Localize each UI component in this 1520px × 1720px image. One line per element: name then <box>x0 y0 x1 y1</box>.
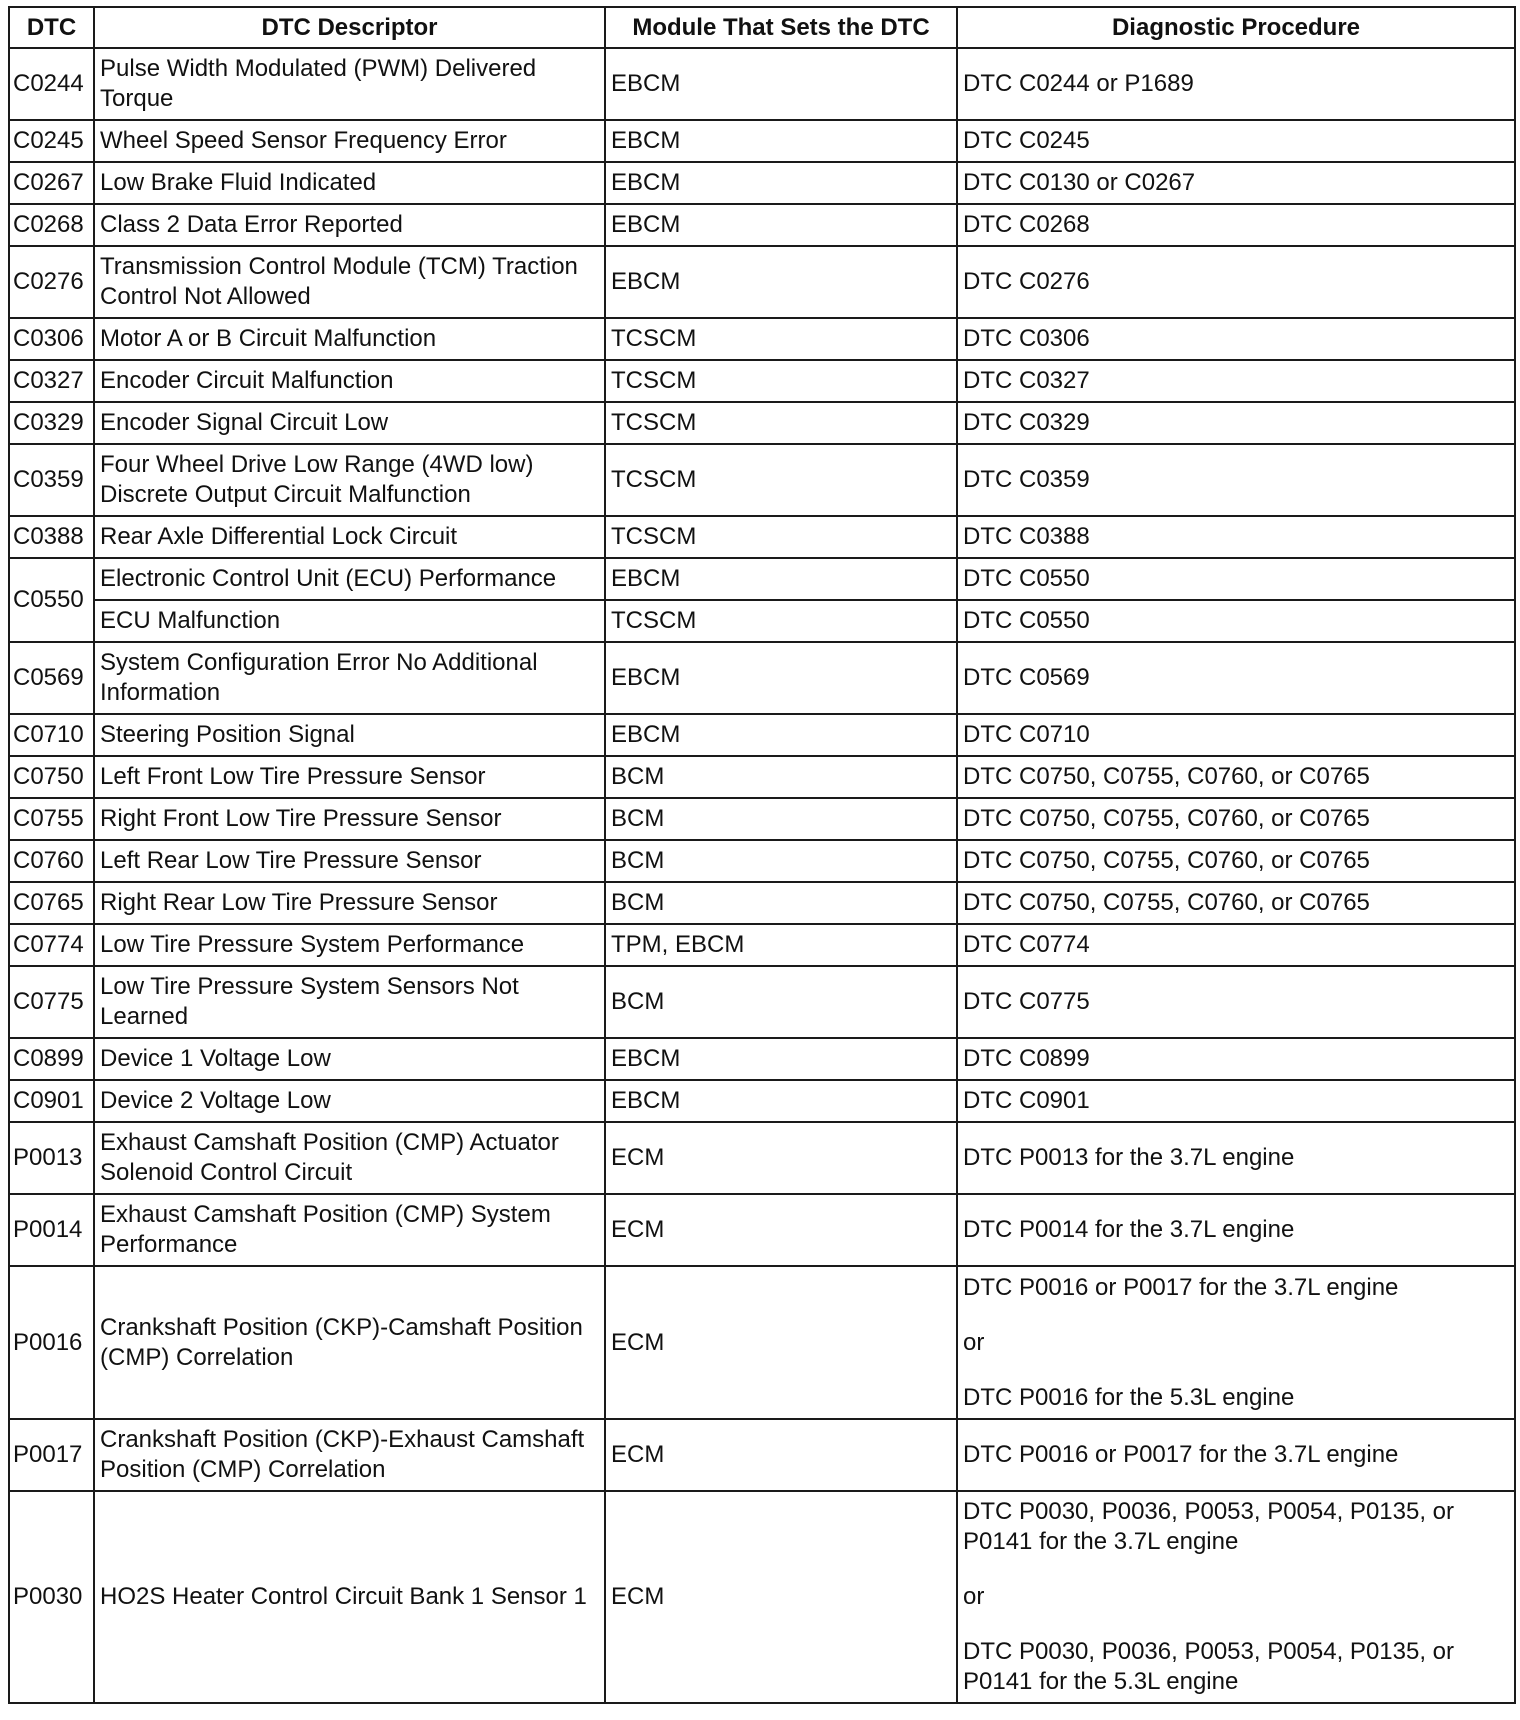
dtc-descriptor: Right Front Low Tire Pressure Sensor <box>94 798 605 840</box>
dtc-module: TCSCM <box>605 444 957 516</box>
dtc-module: ECM <box>605 1194 957 1266</box>
dtc-code: C0267 <box>9 162 94 204</box>
header-descriptor: DTC Descriptor <box>94 7 605 48</box>
dtc-code: P0014 <box>9 1194 94 1266</box>
table-row <box>9 882 1515 924</box>
dtc-procedure: DTC C0276 <box>957 246 1515 318</box>
table-row <box>9 642 1515 714</box>
dtc-module: ECM <box>605 1491 957 1703</box>
table-row <box>9 1122 1515 1194</box>
dtc-procedure: DTC P0014 for the 3.7L engine <box>957 1194 1515 1266</box>
dtc-procedure: DTC C0130 or C0267 <box>957 162 1515 204</box>
dtc-module: BCM <box>605 882 957 924</box>
table-row <box>9 444 1515 516</box>
dtc-descriptor: Four Wheel Drive Low Range (4WD low) Discrete Output Circuit Malfunction <box>94 444 605 516</box>
header-dtc: DTC <box>9 7 94 48</box>
dtc-descriptor: Exhaust Camshaft Position (CMP) Actuator Solenoid Control Circuit <box>94 1122 605 1194</box>
dtc-module: BCM <box>605 966 957 1038</box>
dtc-descriptor: Exhaust Camshaft Position (CMP) System Performance <box>94 1194 605 1266</box>
dtc-code: C0899 <box>9 1038 94 1080</box>
dtc-code: P0016 <box>9 1266 94 1419</box>
dtc-descriptor: Rear Axle Differential Lock Circuit <box>94 516 605 558</box>
dtc-procedure: DTC C0750, C0755, C0760, or C0765 <box>957 882 1515 924</box>
dtc-module: TCSCM <box>605 318 957 360</box>
table-row <box>9 1491 1515 1703</box>
dtc-procedure: DTC C0775 <box>957 966 1515 1038</box>
dtc-module: EBCM <box>605 204 957 246</box>
table-row <box>9 600 1515 642</box>
table-row <box>9 162 1515 204</box>
table-row <box>9 756 1515 798</box>
dtc-procedure: DTC C0750, C0755, C0760, or C0765 <box>957 840 1515 882</box>
dtc-code: C0276 <box>9 246 94 318</box>
dtc-module: TCSCM <box>605 360 957 402</box>
dtc-code: P0013 <box>9 1122 94 1194</box>
dtc-procedure <box>957 1491 1515 1703</box>
dtc-module: EBCM <box>605 162 957 204</box>
dtc-procedure: DTC C0359 <box>957 444 1515 516</box>
dtc-code: C0750 <box>9 756 94 798</box>
dtc-descriptor: Low Tire Pressure System Sensors Not Learned <box>94 966 605 1038</box>
dtc-procedure: DTC C0329 <box>957 402 1515 444</box>
dtc-code: C0244 <box>9 48 94 120</box>
table-row <box>9 246 1515 318</box>
table-header-row <box>9 7 1515 48</box>
dtc-descriptor: ECU Malfunction <box>94 600 605 642</box>
dtc-procedure: DTC C0569 <box>957 642 1515 714</box>
table-row <box>9 516 1515 558</box>
dtc-table <box>8 6 1516 1704</box>
dtc-descriptor: Encoder Signal Circuit Low <box>94 402 605 444</box>
dtc-module: ECM <box>605 1419 957 1491</box>
dtc-code: C0901 <box>9 1080 94 1122</box>
dtc-code: C0755 <box>9 798 94 840</box>
table-row <box>9 1038 1515 1080</box>
dtc-module: ECM <box>605 1266 957 1419</box>
dtc-code: P0030 <box>9 1491 94 1703</box>
dtc-procedure: DTC C0710 <box>957 714 1515 756</box>
dtc-procedure: DTC C0774 <box>957 924 1515 966</box>
dtc-code: C0327 <box>9 360 94 402</box>
dtc-descriptor: Right Rear Low Tire Pressure Sensor <box>94 882 605 924</box>
table-row <box>9 840 1515 882</box>
dtc-code: C0569 <box>9 642 94 714</box>
dtc-code: C0760 <box>9 840 94 882</box>
dtc-procedure: DTC C0899 <box>957 1038 1515 1080</box>
procedure-option-secondary: DTC P0030, P0036, P0053, P0054, P0135, or P0141 for the 5.3L engine <box>963 1638 1455 1695</box>
dtc-procedure: DTC C0327 <box>957 360 1515 402</box>
line-gap <box>963 1303 1509 1328</box>
line-gap <box>963 1557 1509 1582</box>
dtc-module: TPM, EBCM <box>605 924 957 966</box>
dtc-descriptor: Pulse Width Modulated (PWM) Delivered Torque <box>94 48 605 120</box>
table-row <box>9 360 1515 402</box>
dtc-procedure: DTC C0750, C0755, C0760, or C0765 <box>957 798 1515 840</box>
dtc-code: C0329 <box>9 402 94 444</box>
dtc-code: C0359 <box>9 444 94 516</box>
table-row <box>9 204 1515 246</box>
dtc-procedure <box>957 1266 1515 1419</box>
dtc-code: C0710 <box>9 714 94 756</box>
dtc-procedure: DTC C0245 <box>957 120 1515 162</box>
dtc-code: C0245 <box>9 120 94 162</box>
dtc-procedure: DTC C0388 <box>957 516 1515 558</box>
dtc-module: ECM <box>605 1122 957 1194</box>
dtc-procedure: DTC C0550 <box>957 600 1515 642</box>
dtc-descriptor: Crankshaft Position (CKP)-Camshaft Position (CMP) Correlation <box>94 1266 605 1419</box>
dtc-module: EBCM <box>605 120 957 162</box>
dtc-module: EBCM <box>605 246 957 318</box>
dtc-descriptor: System Configuration Error No Additional Information <box>94 642 605 714</box>
table-row <box>9 1080 1515 1122</box>
dtc-descriptor: Steering Position Signal <box>94 714 605 756</box>
table-row <box>9 966 1515 1038</box>
dtc-descriptor: Device 2 Voltage Low <box>94 1080 605 1122</box>
dtc-descriptor: Left Rear Low Tire Pressure Sensor <box>94 840 605 882</box>
dtc-module: BCM <box>605 756 957 798</box>
dtc-module: BCM <box>605 798 957 840</box>
dtc-module: EBCM <box>605 714 957 756</box>
table-row <box>9 120 1515 162</box>
line-gap <box>963 1358 1509 1383</box>
table-row <box>9 1194 1515 1266</box>
dtc-code: C0550 <box>9 558 94 642</box>
table-row <box>9 924 1515 966</box>
line-gap <box>963 1612 1509 1637</box>
dtc-module: EBCM <box>605 48 957 120</box>
dtc-procedure: DTC C0306 <box>957 318 1515 360</box>
dtc-descriptor: HO2S Heater Control Circuit Bank 1 Sensor 1 <box>94 1491 605 1703</box>
dtc-descriptor: Crankshaft Position (CKP)-Exhaust Camshaft Position (CMP) Correlation <box>94 1419 605 1491</box>
dtc-descriptor: Wheel Speed Sensor Frequency Error <box>94 120 605 162</box>
dtc-code: C0774 <box>9 924 94 966</box>
dtc-procedure: DTC C0901 <box>957 1080 1515 1122</box>
dtc-module: EBCM <box>605 1038 957 1080</box>
procedure-option-secondary: DTC P0016 for the 5.3L engine <box>963 1383 1295 1411</box>
dtc-module: TCSCM <box>605 516 957 558</box>
dtc-descriptor: Encoder Circuit Malfunction <box>94 360 605 402</box>
dtc-code: C0388 <box>9 516 94 558</box>
dtc-module: BCM <box>605 840 957 882</box>
header-procedure: Diagnostic Procedure <box>957 7 1515 48</box>
dtc-code: C0775 <box>9 966 94 1038</box>
dtc-module: TCSCM <box>605 600 957 642</box>
dtc-code: C0268 <box>9 204 94 246</box>
dtc-descriptor: Electronic Control Unit (ECU) Performance <box>94 558 605 600</box>
dtc-procedure: DTC C0268 <box>957 204 1515 246</box>
procedure-option-primary: DTC P0016 or P0017 for the 3.7L engine <box>963 1273 1399 1301</box>
dtc-descriptor: Left Front Low Tire Pressure Sensor <box>94 756 605 798</box>
dtc-procedure: DTC C0550 <box>957 558 1515 600</box>
dtc-module: EBCM <box>605 642 957 714</box>
dtc-procedure: DTC C0244 or P1689 <box>957 48 1515 120</box>
dtc-code: C0765 <box>9 882 94 924</box>
dtc-descriptor: Motor A or B Circuit Malfunction <box>94 318 605 360</box>
dtc-procedure: DTC P0016 or P0017 for the 3.7L engine <box>957 1419 1515 1491</box>
table-row <box>9 714 1515 756</box>
procedure-option-primary: DTC P0030, P0036, P0053, P0054, P0135, or P0141 for the 3.7L engine <box>963 1498 1455 1555</box>
table-row <box>9 1266 1515 1419</box>
dtc-module: EBCM <box>605 1080 957 1122</box>
procedure-or: or <box>963 1328 985 1356</box>
dtc-procedure: DTC C0750, C0755, C0760, or C0765 <box>957 756 1515 798</box>
table-row <box>9 402 1515 444</box>
header-module: Module That Sets the DTC <box>605 7 957 48</box>
dtc-module: EBCM <box>605 558 957 600</box>
procedure-or: or <box>963 1583 985 1610</box>
table-row <box>9 558 1515 600</box>
dtc-module: TCSCM <box>605 402 957 444</box>
dtc-procedure: DTC P0013 for the 3.7L engine <box>957 1122 1515 1194</box>
dtc-descriptor: Class 2 Data Error Reported <box>94 204 605 246</box>
table-row <box>9 48 1515 120</box>
dtc-code: P0017 <box>9 1419 94 1491</box>
dtc-code: C0306 <box>9 318 94 360</box>
table-row <box>9 1419 1515 1491</box>
dtc-descriptor: Transmission Control Module (TCM) Traction Control Not Allowed <box>94 246 605 318</box>
dtc-descriptor: Low Tire Pressure System Performance <box>94 924 605 966</box>
table-row <box>9 798 1515 840</box>
dtc-descriptor: Low Brake Fluid Indicated <box>94 162 605 204</box>
table-row <box>9 318 1515 360</box>
dtc-descriptor: Device 1 Voltage Low <box>94 1038 605 1080</box>
